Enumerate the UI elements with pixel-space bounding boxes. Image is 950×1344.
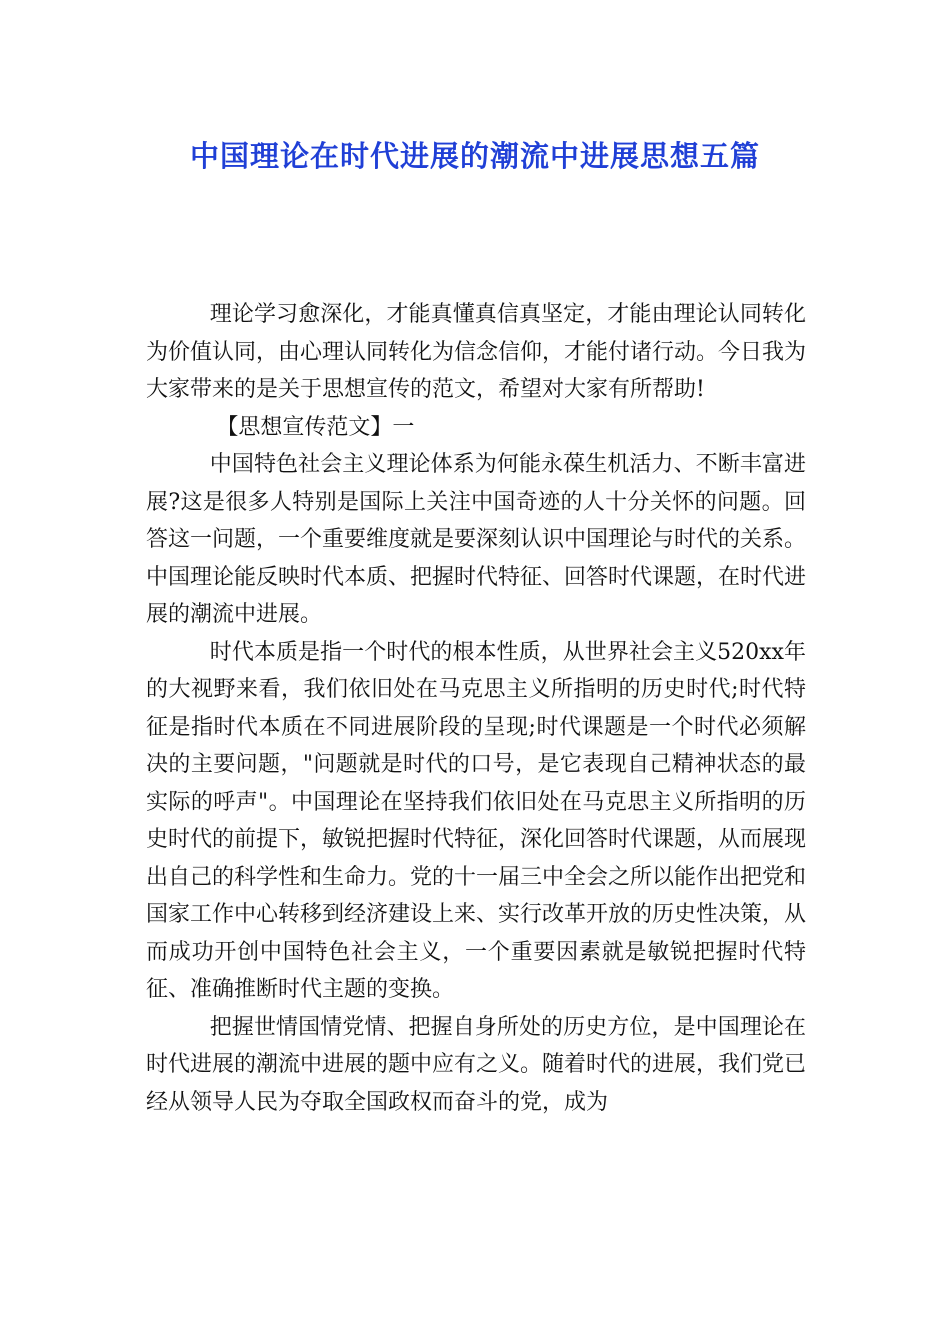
paragraph: 时代本质是指一个时代的根本性质，从世界社会主义520xx年的大视野来看，我们依旧处在马克思主义所指明的历史时代;时代特征是指时代本质在不同进展阶段的呈现;时代课题是一个时代必须解决的主要问题，"问题就是时代的口号，是它表现自己精神状态的最实际的呼声"。中国理论在坚持我们依旧处在马克思主义所指明的历史时代的前提下，敏锐把握时代特征，深化回答时代课题，从而展现出自己的科学性和生命力。党的十一届三中全会之所以能作出把党和国家工作中心转移到经济建设上来、实行改革开放的历史性决策，从而成功开创中国特色社会主义，一个重要因素就是敏锐把握时代特征、准确推断时代主题的变换。 xyxy=(146,639,807,1002)
document-title: 中国理论在时代进展的潮流中进展思想五篇 xyxy=(189,139,760,173)
paragraph: 中国特色社会主义理论体系为何能永葆生机活力、不断丰富进展?这是很多人特别是国际上关注中国奇迹的人十分关怀的问题。回答这一问题，一个重要维度就是要深刻认识中国理论与时代的关系。中国理论能反映时代本质、把握时代特征、回答时代课题，在时代进展的潮流中进展。 xyxy=(146,452,807,627)
document-body xyxy=(146,296,806,1121)
paragraph-intro: 理论学习愈深化，才能真懂真信真坚定，才能由理论认同转化为价值认同，由心理认同转化为信念信仰，才能付诸行动。今日我为大家带来的是关于思想宣传的范文，希望对大家有所帮助! xyxy=(146,302,807,402)
paragraph: 把握世情国情党情、把握自身所处的历史方位，是中国理论在时代进展的潮流中进展的题中应有之义。随着时代的进展，我们党已经从领导人民为夺取全国政权而奋斗的党，成为 xyxy=(146,1014,807,1115)
section-heading: 【思想宣传范文】一 xyxy=(216,414,415,440)
